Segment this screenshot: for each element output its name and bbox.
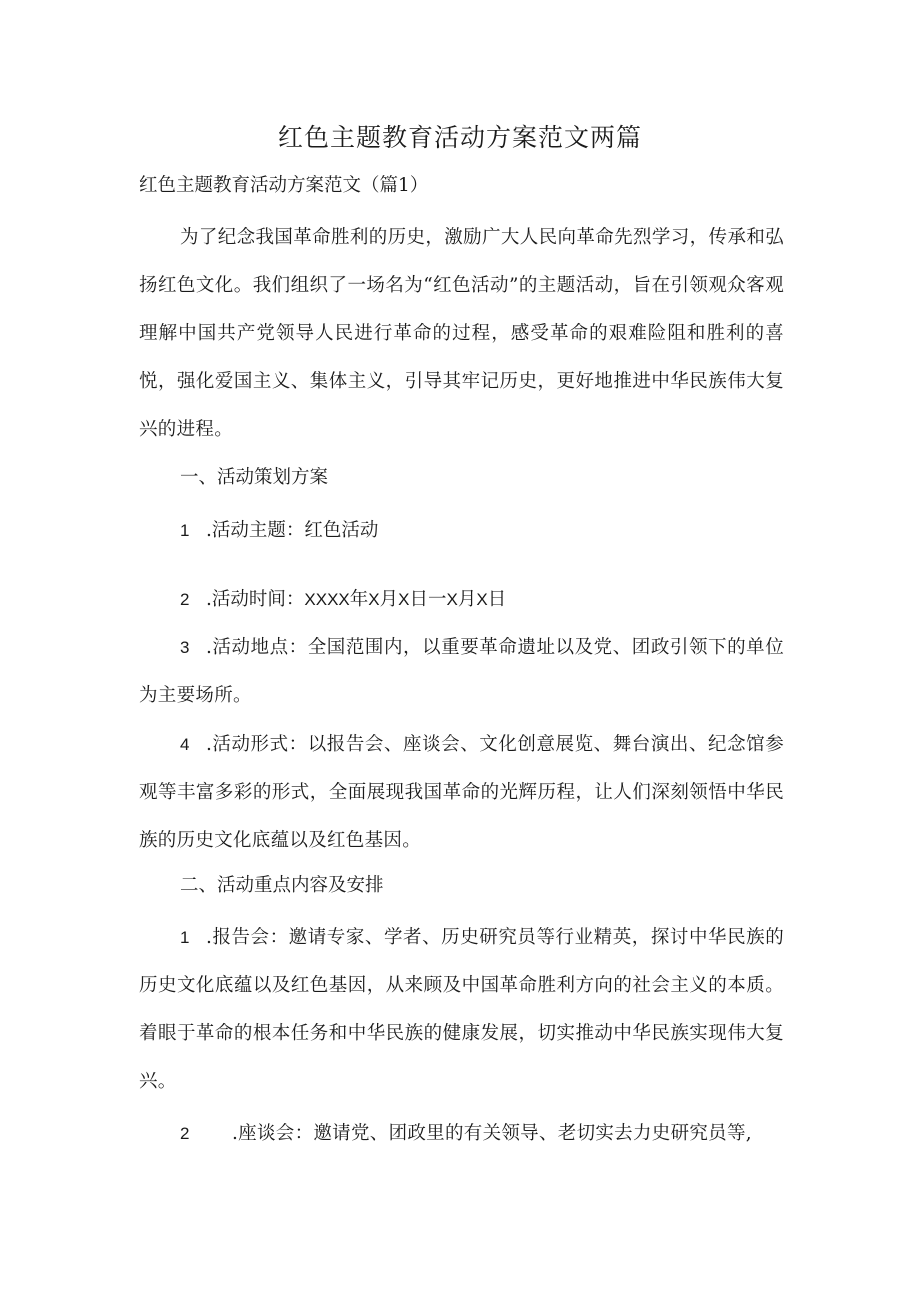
item-number: 3 bbox=[180, 638, 190, 657]
item-number: 1 bbox=[180, 521, 190, 540]
date-year: XXXX bbox=[304, 590, 350, 609]
section2-item-2 bbox=[139, 1110, 784, 1158]
item-number: 2 bbox=[180, 590, 190, 609]
document-title: 红色主题教育活动方案范文两篇 bbox=[277, 123, 642, 152]
section1-heading: 一、活动策划方案 bbox=[180, 467, 329, 488]
section2-heading: 二、活动重点内容及安排 bbox=[180, 875, 384, 896]
section1-item-4 bbox=[139, 721, 784, 865]
section1-item-3 bbox=[139, 624, 784, 720]
item-text: .活动时间： bbox=[206, 589, 305, 610]
item-text: .活动形式：以报告会、座谈会、文化创意展览、舞台演出、纪念馆参观等丰富多彩的形式，全面展现我国革命的光辉历程，让人们深刻领悟中华民族的历史文化底蕴以及红色基因。 bbox=[139, 734, 784, 851]
document-subtitle: 红色主题教育活动方案范文（篇1） bbox=[139, 175, 429, 196]
section1-item-1 bbox=[180, 515, 378, 547]
section2-item-1 bbox=[139, 914, 784, 1106]
item-text: .活动主题：红色活动 bbox=[206, 520, 379, 541]
item-text: .座谈会：邀请党、团政里的有关领导、老切实去力史研究员等, bbox=[232, 1123, 752, 1144]
intro-paragraph: 为了纪念我国革命胜利的历史，激励广大人民向革命先烈学习，传承和弘扬红色文化。我们组织了一场名为“红色活动”的主题活动，旨在引领观众客观理解中国共产党领导人民进行革命的过程，感受革命的艰难险阻和胜利的喜悦，强化爱国主义、集体主义，引导其牢记历史，更好地推进中华民族伟大复兴的进程。 bbox=[139, 227, 784, 440]
section1-item-2: 2 .活动时间：XXXX年X月X日一X月X日 bbox=[180, 584, 506, 616]
item-number: 4 bbox=[180, 735, 190, 754]
item-number: 2 bbox=[180, 1124, 190, 1143]
item-number: 1 bbox=[180, 928, 190, 947]
item-text: .报告会：邀请专家、学者、历史研究员等行业精英，探讨中华民族的历史文化底蕴以及红色基因，从来顾及中国革命胜利方向的社会主义的本质。着眼于革命的根本任务和中华民族的健康发展，切实推动中华民族实现伟大复兴。 bbox=[139, 927, 784, 1092]
item-text: .活动地点：全国范围内，以重要革命遗址以及党、团政引领下的单位为主要场所。 bbox=[139, 637, 784, 706]
